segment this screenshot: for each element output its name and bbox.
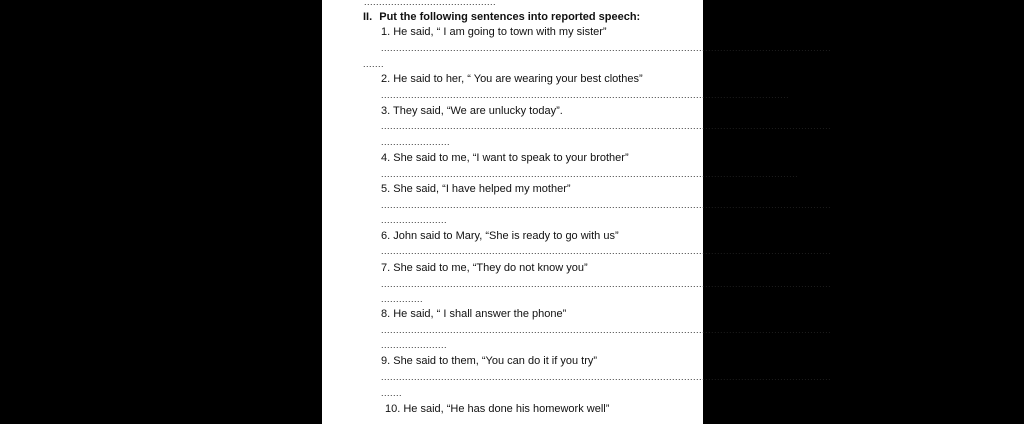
answer-line-7-continued: .............. — [381, 294, 424, 304]
answer-line-7: ...................................................................................................................................................... — [381, 279, 832, 289]
question-8: 8. He said, “ I shall answer the phone” — [381, 308, 567, 320]
section-title: Put the following sentences into reported speech: — [379, 11, 641, 23]
answer-line-2: ........................................................................................................................................ — [381, 90, 790, 100]
question-1: 1. He said, “ I am going to town with my sister” — [381, 26, 607, 38]
question-2: 2. He said to her, “ You are wearing your best clothes” — [381, 73, 643, 85]
answer-line-9-continued: ....... — [381, 388, 403, 398]
answer-line-1-continued: ....... — [363, 59, 385, 69]
answer-line-5-continued: ...................... — [381, 215, 448, 225]
top-answer-line: ............................................ — [364, 0, 497, 7]
answer-line-8-continued: ...................... — [381, 340, 448, 350]
answer-line-1: ...................................................................................................................................................... — [381, 43, 832, 53]
answer-line-6: ...................................................................................................................................................... — [381, 246, 832, 256]
answer-line-3: ...................................................................................................................................................... — [381, 121, 832, 131]
answer-line-4: ........................................................................................................................................... — [381, 169, 799, 179]
answer-line-5: ...................................................................................................................................................... — [381, 200, 832, 210]
answer-line-8: ...................................................................................................................................................... — [381, 325, 832, 335]
question-6: 6. John said to Mary, “She is ready to go with us” — [381, 230, 619, 242]
question-5: 5. She said, “I have helped my mother” — [381, 183, 571, 195]
question-7: 7. She said to me, “They do not know you” — [381, 262, 588, 274]
question-9: 9. She said to them, “You can do it if you try” — [381, 355, 598, 367]
section-numeral: II. — [363, 11, 373, 23]
answer-line-3-continued: ....................... — [381, 137, 451, 147]
question-4: 4. She said to me, “I want to speak to your brother” — [381, 152, 629, 164]
worksheet-page — [322, 0, 832, 424]
question-10: 10. He said, “He has done his homework well” — [385, 403, 610, 415]
answer-line-9: ...................................................................................................................................................... — [381, 372, 832, 382]
section-heading — [363, 11, 640, 24]
question-3: 3. They said, “We are unlucky today”. — [381, 105, 563, 117]
